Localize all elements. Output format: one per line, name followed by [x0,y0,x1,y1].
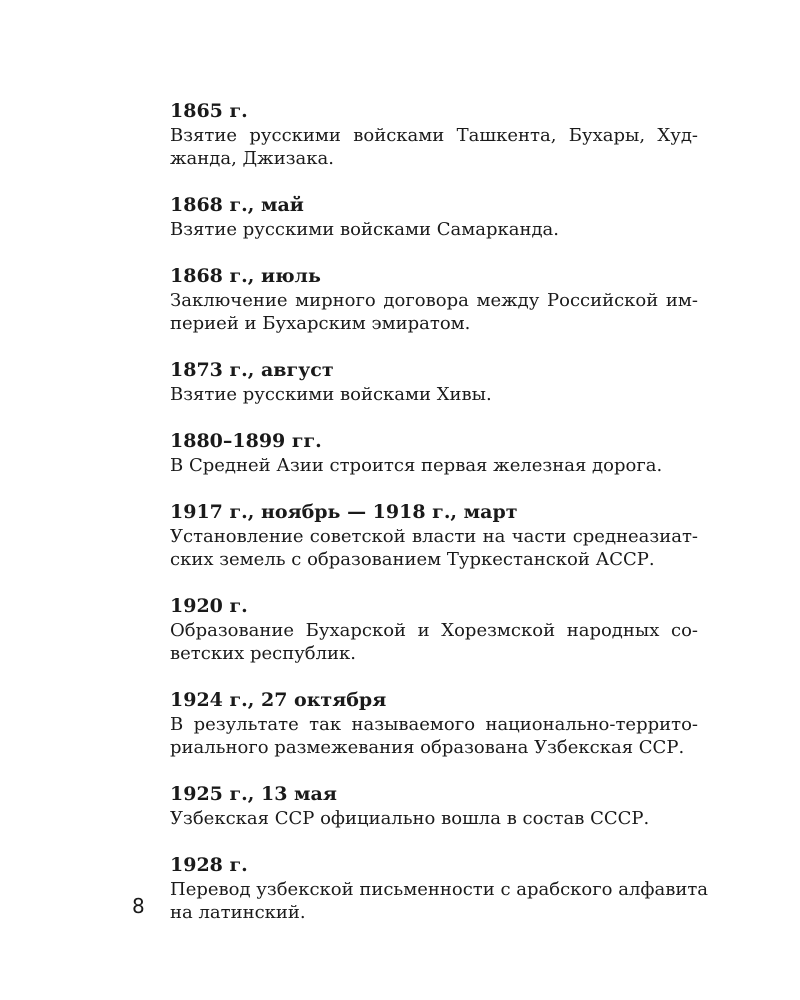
entry-date: 1928 г. [170,854,248,876]
chronology-entry [170,593,698,665]
chronology-entry [170,781,698,830]
entry-text-line: ских земель с образованием Туркестанской АССР. [170,549,655,570]
entry-date: 1924 г., 27 октября [170,689,387,711]
entry-text-line: Узбекская ССР официально вошла в состав СССР. [170,808,650,829]
chronology-entry [170,428,698,477]
chronology-entry [170,499,698,571]
entry-text-line: Заключение мирного договора между Российской им- [170,290,698,311]
chronology-entry [170,98,698,170]
entry-text-line: жанда, Джизака. [170,148,334,169]
entry-text-line: ветских республик. [170,643,357,664]
entry-text [170,807,698,830]
entry-text [170,289,698,335]
entry-text [170,218,698,241]
entry-text-line: на латинский. [170,902,306,923]
entry-date: 1920 г. [170,595,248,617]
entry-text-line: В результате так называемого национально-террито- [170,714,698,735]
entry-text-line: Взятие русскими войсками Самарканда. [170,219,559,240]
entry-date: 1868 г., май [170,194,304,216]
entry-date: 1925 г., 13 мая [170,783,337,805]
entry-text [170,619,698,665]
chronology-entry [170,357,698,406]
entry-text [170,713,698,759]
entry-text-line: Установление советской власти на части среднеазиат- [170,526,698,547]
entry-text-line: Взятие русскими войсками Хивы. [170,384,492,405]
entry-text-line: В Средней Азии строится первая железная дорога. [170,455,663,476]
entry-text-line: риального размежевания образована Узбекская ССР. [170,737,685,758]
chronology-entry [170,852,709,924]
entry-text [170,878,709,924]
entry-text-line: Взятие русскими войсками Ташкента, Бухары, Худ- [170,125,698,146]
entry-text [170,525,698,571]
entry-date: 1917 г., ноябрь — 1918 г., март [170,501,518,523]
entry-text [170,124,698,170]
chronology-entry [170,192,698,241]
entry-date: 1880–1899 гг. [170,430,322,452]
entry-date: 1865 г. [170,100,248,122]
entry-text-line: перией и Бухарским эмиратом. [170,313,471,334]
entry-date: 1868 г., июль [170,265,321,287]
entry-text [170,383,698,406]
entry-text-line: Образование Бухарской и Хорезмской народных со- [170,620,698,641]
chronology-entry [170,687,698,759]
chronology-entry [170,263,698,335]
entry-text-line: Перевод узбекской письменности с арабского алфавита [170,879,709,900]
chronology-list [170,98,709,946]
entry-text [170,454,698,477]
entry-date: 1873 г., август [170,359,334,381]
page-number: 8 [132,894,145,918]
